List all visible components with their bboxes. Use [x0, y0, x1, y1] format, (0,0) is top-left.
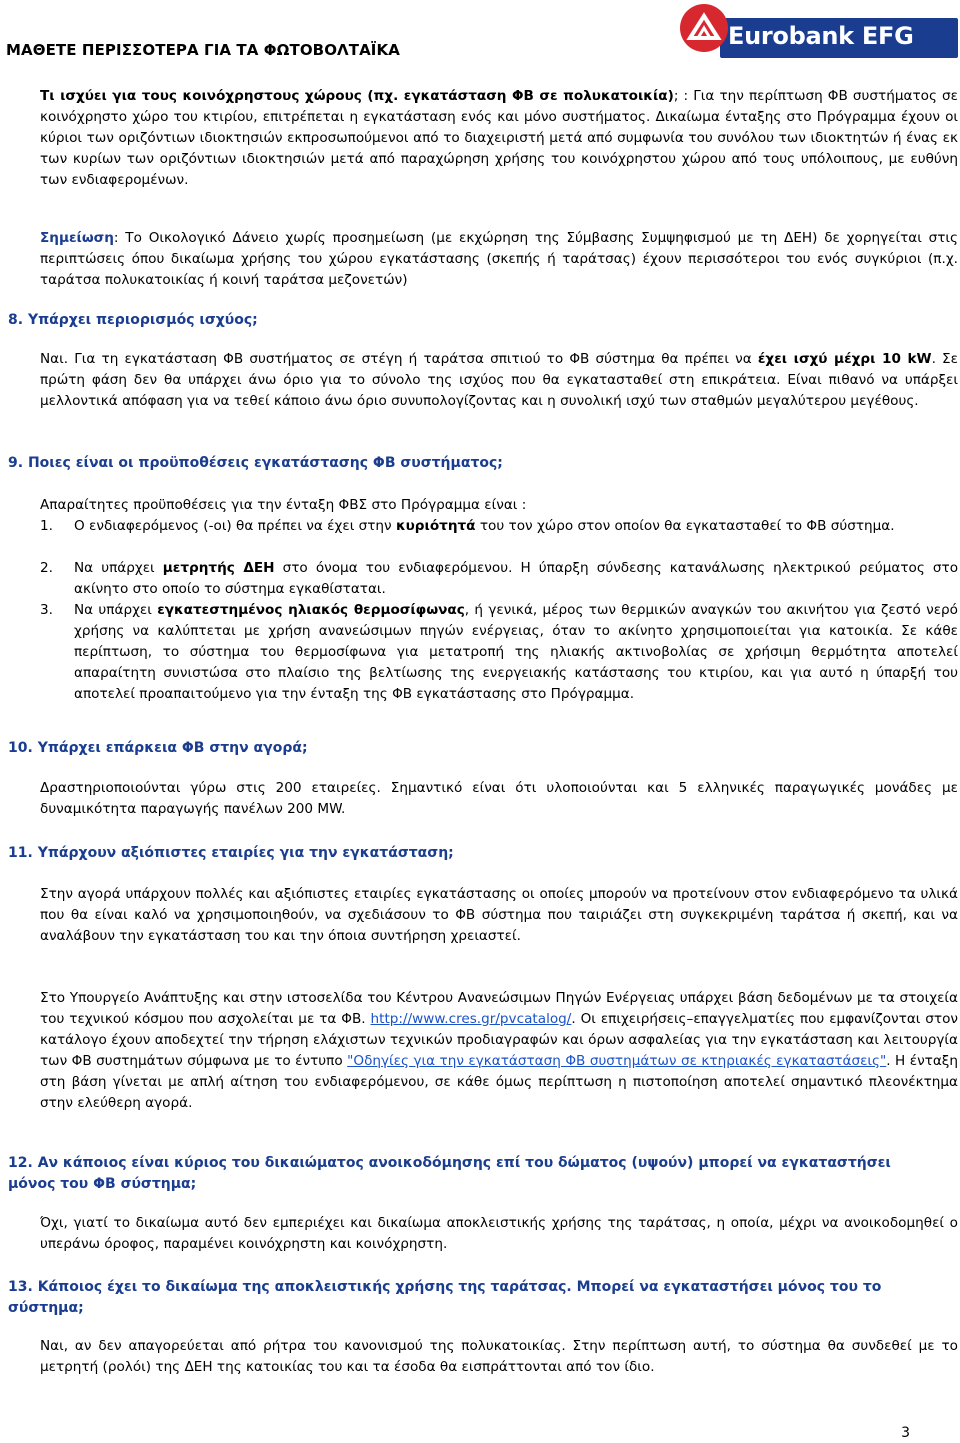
answer-text-rest: . Σε πρώτη φάση δεν θα υπάρχει άνω όριο για το σύνολο της ισχύος που θα εγκατασταθεί στη επικράτεια. Είναι πιθανό να υπάρξει μελλοντικά απόφαση για να τεθεί κάποιο άνω όριο συνυπολογίζοντας και η συνολική ισχύ των σταθμών μεγαλύτερου μεγέθους. — [40, 351, 958, 409]
note-paragraph — [40, 228, 958, 291]
installation-guide-link[interactable]: "Οδηγίες για την εγκατάσταση ΦΒ συστημάτων σε κτηριακές εγκαταστάσεις" — [347, 1053, 887, 1069]
question-number: 12. — [8, 1155, 33, 1171]
answer-emphasis: έχει ισχύ μέχρι 10 kW — [757, 351, 932, 367]
note-text: : Το Οικολογικό Δάνειο χωρίς προσημείωση (με εκχώρηση της Σύμβασης Συμψηφισμού με τη ΔΕΗ) δε χορηγείται στις περιπτώσεις όπου δικαίωμα χρήσης του χώρου εγκατάστασης (σκεπής ή ταράτσας) έχουν περισσότεροι του ενός συγκύριοι (π.χ. ταράτσα πολυκατοικίας ή κοινή ταράτσα μεζονετών) — [40, 230, 958, 288]
list-item — [40, 600, 958, 705]
question-8-heading — [8, 312, 258, 328]
intro-answer: ; : Για την περίπτωση ΦΒ συστήματος σε κοινόχρηστο χώρο του κτιρίου, επιτρέπεται η εγκατάσταση ενός και μόνο συστήματος. Δικαίωμα ένταξης στο Πρόγραμμα έχουν οι κύριοι των οριζόντιων ιδιοκτησιών εκπροσωπούμενοι από το διαχειριστή μετά από συμφωνία του συνόλου των ιδιοκτητών ή ένας εκ των κυρίων των οριζόντιων ιδιοκτησιών μετά από παραχώρηση χρήσης του κοινόχρηστου χώρου από τους υπόλοιπους, με ευθύνη των ενδιαφερομένων. — [40, 88, 958, 188]
question-10-heading — [8, 740, 308, 756]
item-emphasis: εγκατεστημένος ηλιακός θερμοσίφωνας — [157, 602, 465, 618]
question-11-heading — [8, 845, 454, 861]
item-text-rest: του τον χώρο στον οποίον θα εγκατασταθεί το ΦΒ σύστημα. — [475, 518, 895, 534]
item-emphasis: μετρητής ΔΕΗ — [162, 560, 275, 576]
question-10-answer: Δραστηριοποιούνται γύρω στις 200 εταιρείες. Σημαντικό είναι ότι υλοποιούνται και 5 ελληνικές παραγωγικές μονάδες με δυναμικότητα παραγωγής πανέλων 200 MW. — [40, 780, 958, 817]
question-9-intro: Απαραίτητες προϋποθέσεις για την ένταξη ΦΒΣ στο Πρόγραμμα είναι : — [40, 497, 527, 513]
question-13-answer: Ναι, αν δεν απαγορεύεται από ρήτρα του κανονισμού της πολυκατοικίας. Στην περίπτωση αυτή, το σύστημα θα συνδεθεί με το μετρητή (ρολόι) της ΔΕΗ της κατοικίας του και τα έσοδα θα εισπράττονται από τον ίδιο. — [40, 1338, 958, 1375]
item-text-rest: στο όνομα του ενδιαφερόμενου. Η ύπαρξη σύνδεσης κατανάλωσης ηλεκτρικού ρεύματος στο ακίνητο στο οποίο το σύστημα εγκαθίσταται. — [74, 560, 959, 597]
list-number: 3. — [40, 602, 53, 618]
question-number: 10. — [8, 740, 33, 756]
item-text: Να υπάρχει — [74, 560, 163, 576]
question-title: Υπάρχει περιορισμός ισχύος; — [27, 312, 258, 328]
eurobank-logo — [680, 4, 958, 62]
question-number: 11. — [8, 845, 33, 861]
question-9-heading — [8, 455, 503, 471]
item-emphasis: κυριότητά — [395, 518, 476, 534]
list-number: 2. — [40, 560, 53, 576]
question-title: Κάποιος έχει το δικαίωμα της αποκλειστικής χρήσης της ταράτσας. Μπορεί να εγκαταστήσει μόνος του το σύστημα; — [8, 1279, 882, 1316]
page-number: 3 — [901, 1425, 910, 1441]
paragraph-text-mid: . Οι επιχειρήσεις–επαγγελματίες που εμφανίζονται στον κατάλογο έχουν αποδεχτεί την τήρηση ελάχιστων τεχνικών προδιαγραφών και όρων ασφαλείας για την εγκατάσταση και λειτουργία των ΦΒ συστημάτων σύμφωνα με το έντυπο — [40, 1011, 958, 1069]
item-text-rest: , ή γενικά, μέρος των θερμικών αναγκών του ακινήτου για ζεστό νερό χρήσης να καλύπτεται με χρήση ανανεώσιμων πηγών ενέργειας, όταν το ακίνητο χρησιμοποιείται για κατοικία. Σε κάθε περίπτωση, το σύστημα του θερμοσίφωνα για μετατροπή της ηλιακής ακτινοβολίας σε χρήσιμη θερμότητα αποτελεί απαραίτητη συνιστώσα στο πλαίσιο της βελτίωσης της ενεργειακής κατάστασης του κτιρίου, και για αυτό η ύπαρξή του αποτελεί προαπαιτούμενο για την ένταξη της ΦΒ εγκατάστασης στο Πρόγραμμα. — [74, 602, 958, 702]
question-title: Ποιες είναι οι προϋποθέσεις εγκατάστασης ΦΒ συστήματος; — [27, 455, 503, 471]
question-title: Υπάρχει επάρκεια ΦΒ στην αγορά; — [37, 740, 308, 756]
list-item — [40, 558, 958, 600]
paragraph-text: Στο Υπουργείο Ανάπτυξης και στην ιστοσελίδα του Κέντρου Ανανεώσιμων Πηγών Ενέργειας υπάρχει βάση δεδομένων με τα στοιχεία του τεχνικού κόσμου που ασχολείται με τα ΦΒ. — [40, 990, 958, 1027]
answer-text: Ναι. Για τη εγκατάσταση ΦΒ συστήματος σε στέγη ή ταράτσα σπιτιού το ΦΒ σύστημα θα πρέπει να — [40, 351, 758, 367]
question-number: 9. — [8, 455, 24, 471]
question-13-heading — [8, 1277, 918, 1319]
cres-catalog-link[interactable]: http://www.cres.gr/pvcatalog/ — [370, 1011, 572, 1027]
question-number: 8. — [8, 312, 24, 328]
question-title: Υπάρχουν αξιόπιστες εταιρίες για την εγκατάσταση; — [37, 845, 454, 861]
question-8-answer — [40, 349, 958, 412]
intro-paragraph — [40, 86, 958, 191]
list-number: 1. — [40, 518, 53, 534]
paragraph-text-end: . Η ένταξη στη βάση γίνεται με απλή αίτηση του ενδιαφερόμενου, σε κάθε όμως περίπτωση η πιστοποίηση αποτελεί σημαντικό πλεονέκτημα στην ελεύθερη αγορά. — [40, 1053, 959, 1111]
question-11-paragraph-1: Στην αγορά υπάρχουν πολλές και αξιόπιστες εταιρίες εγκατάστασης οι οποίες μπορούν να προτείνουν στον ενδιαφερόμενο τα υλικά που θα είναι καλό να χρησιμοποιηθούν, να σχεδιάσουν το ΦΒ σύστημα που ταιριάζει στη συγκεκριμένη ταράτσα ή σκεπή, και να αναλάβουν την εγκατάσταση του και την όποια συντήρηση χρειαστεί. — [40, 886, 958, 944]
logo-mark-icon — [680, 4, 728, 52]
item-text: Ο ενδιαφερόμενος (-οι) θα πρέπει να έχει στην — [74, 518, 396, 534]
note-label: Σημείωση — [40, 230, 114, 246]
logo-text: Eurobank EFG — [728, 22, 914, 50]
question-title: Αν κάποιος είναι κύριος του δικαιώματος ανοικοδόμησης επί του δώματος (υψούν) μπορεί να εγκαταστήσει μόνος του ΦΒ σύστημα; — [8, 1155, 891, 1192]
question-number: 13. — [8, 1279, 33, 1295]
list-item — [40, 516, 958, 537]
question-12-heading — [8, 1153, 918, 1195]
intro-question: Τι ισχύει για τους κοινόχρηστους χώρους (πχ. εγκατάσταση ΦΒ σε πολυκατοικία) — [40, 88, 674, 104]
question-11-paragraph-2 — [40, 988, 958, 1114]
page-header-title: ΜΑΘΕΤΕ ΠΕΡΙΣΣΟΤΕΡΑ ΓΙΑ ΤΑ ΦΩΤΟΒΟΛΤΑΪΚΑ — [6, 41, 400, 59]
item-text: Να υπάρχει — [74, 602, 158, 618]
question-12-answer: Όχι, γιατί το δικαίωμα αυτό δεν εμπεριέχει και δικαίωμα αποκλειστικής χρήσης της ταράτσας, η οποία, μέχρι να ανοικοδομηθεί ο υπεράνω όροφος, παραμένει κοινόχρηστη και κοινόχρηστη. — [40, 1215, 958, 1252]
